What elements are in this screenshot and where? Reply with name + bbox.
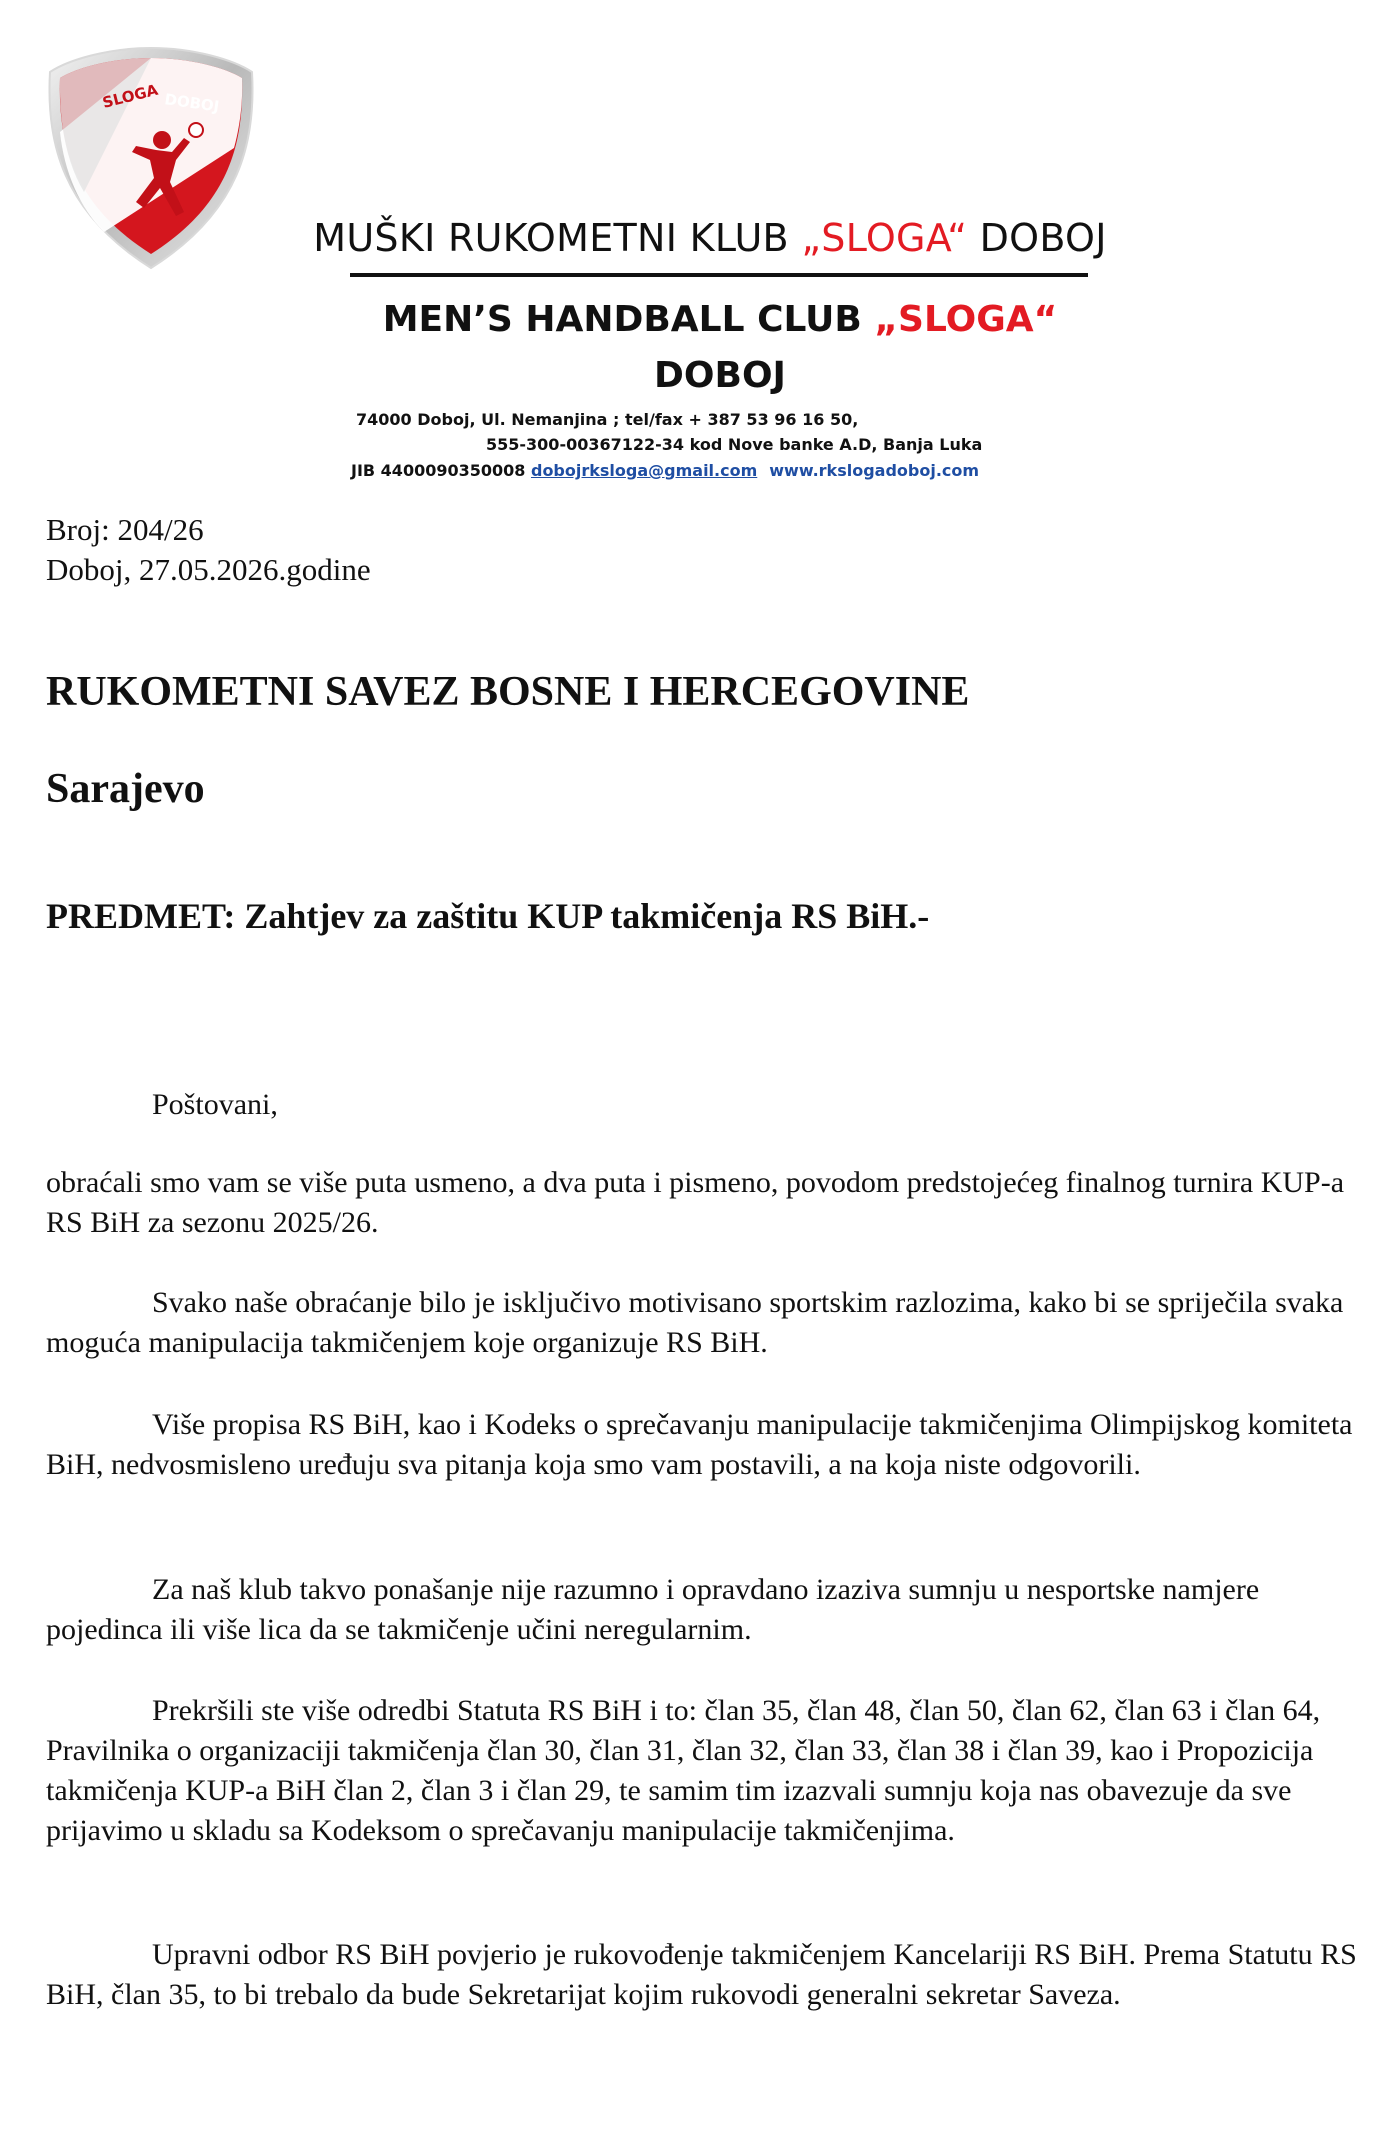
letter-place-date: Doboj, 27.05.2026.godine — [46, 552, 371, 587]
paragraph-6: Upravni odbor RS BiH povjerio je rukovođenje takmičenjem Kancelariji RS BiH. Prema Statutu RS BiH, član 35, to bi trebalo da bude Sekretarijat kojim rukovodi generalni sekretar Saveza. — [46, 1938, 1357, 2011]
email-link[interactable]: dobojrksloga@gmail.com — [530, 461, 758, 480]
club-name-english: MEN’S HANDBALL CLUB „SLOGA“ DOBOJ — [382, 299, 1058, 396]
recipient-city: Sarajevo — [46, 766, 205, 812]
paragraph-4: Za naš klub takvo ponašanje nije razumno i opravdano izaziva sumnju u nesportske namjere pojedinca ili više lica da se takmičenje učini neregularnim. — [46, 1573, 1260, 1646]
club-crest-icon — [44, 42, 258, 272]
website-link[interactable]: www.rkslogadoboj.com — [769, 461, 980, 480]
paragraph-3: Više propisa RS BiH, kao i Kodeks o sprečavanju manipulacije takmičenjima Olimpijskog komiteta BiH, nedvosmisleno uređuju sva pitanja koja smo vam postavili, a na koja niste odgovorili. — [46, 1408, 1353, 1481]
paragraph-5: Prekršili ste više odredbi Statuta RS BiH i to: član 35, član 48, član 50, član 62, član 63 i član 64, Pravilnika o organizaciji takmičenja član 30, član 31, član 32, član 33, član 38 i član 39, kao i Propozicija takmičenja KUP-a BiH član 2, član 3 i član 29, te samim tim izazvali sumnju koja nas obavezuje da sve prijavimo u skladu sa Kodeksom o sprečavanju manipulacije takmičenjima. — [46, 1694, 1321, 1847]
jib-number: JIB 4400090350008 — [351, 461, 526, 480]
header-divider — [350, 273, 1088, 277]
greeting: Poštovani, — [152, 1088, 278, 1121]
letter-meta — [46, 510, 371, 590]
paragraph-1: obraćali smo vam se više puta usmeno, a dva puta i pismeno, povodom predstojećeg finalnog turnira KUP-a RS BiH za sezonu 2025/26. — [46, 1166, 1345, 1239]
club-name-en-highlight: „SLOGA“ — [874, 299, 1058, 340]
logo-text-right: DOBOJ — [163, 90, 221, 116]
address-line-1: 74000 Doboj, Ul. Nemanjina ; tel/fax + 387 53 96 16 50, — [356, 410, 859, 429]
club-name-local: MUŠKI RUKOMETNI KLUB „SLOGA“ DOBOJ — [313, 216, 1107, 260]
club-city: DOBOJ — [654, 355, 786, 396]
letter-subject: PREDMET: Zahtjev za zaštitu KUP takmičenja RS BiH.- — [46, 896, 930, 936]
paragraph-2: Svako naše obraćanje bilo je isključivo motivisano sportskim razlozima, kako bi se spriječila svaka moguća manipulacija takmičenjem koje organizuje RS BiH. — [46, 1286, 1344, 1359]
recipient-name: RUKOMETNI SAVEZ BOSNE I HERCEGOVINE — [46, 669, 970, 715]
logo-text-left: SLOGA — [100, 80, 160, 112]
club-name-highlight: „SLOGA“ — [801, 216, 968, 260]
letter-number: Broj: 204/26 — [46, 512, 204, 547]
address-line-2: 555-300-00367122-34 kod Nove banke A.D, Banja Luka — [486, 435, 983, 454]
contact-line — [351, 461, 1071, 480]
club-logo — [44, 42, 258, 272]
